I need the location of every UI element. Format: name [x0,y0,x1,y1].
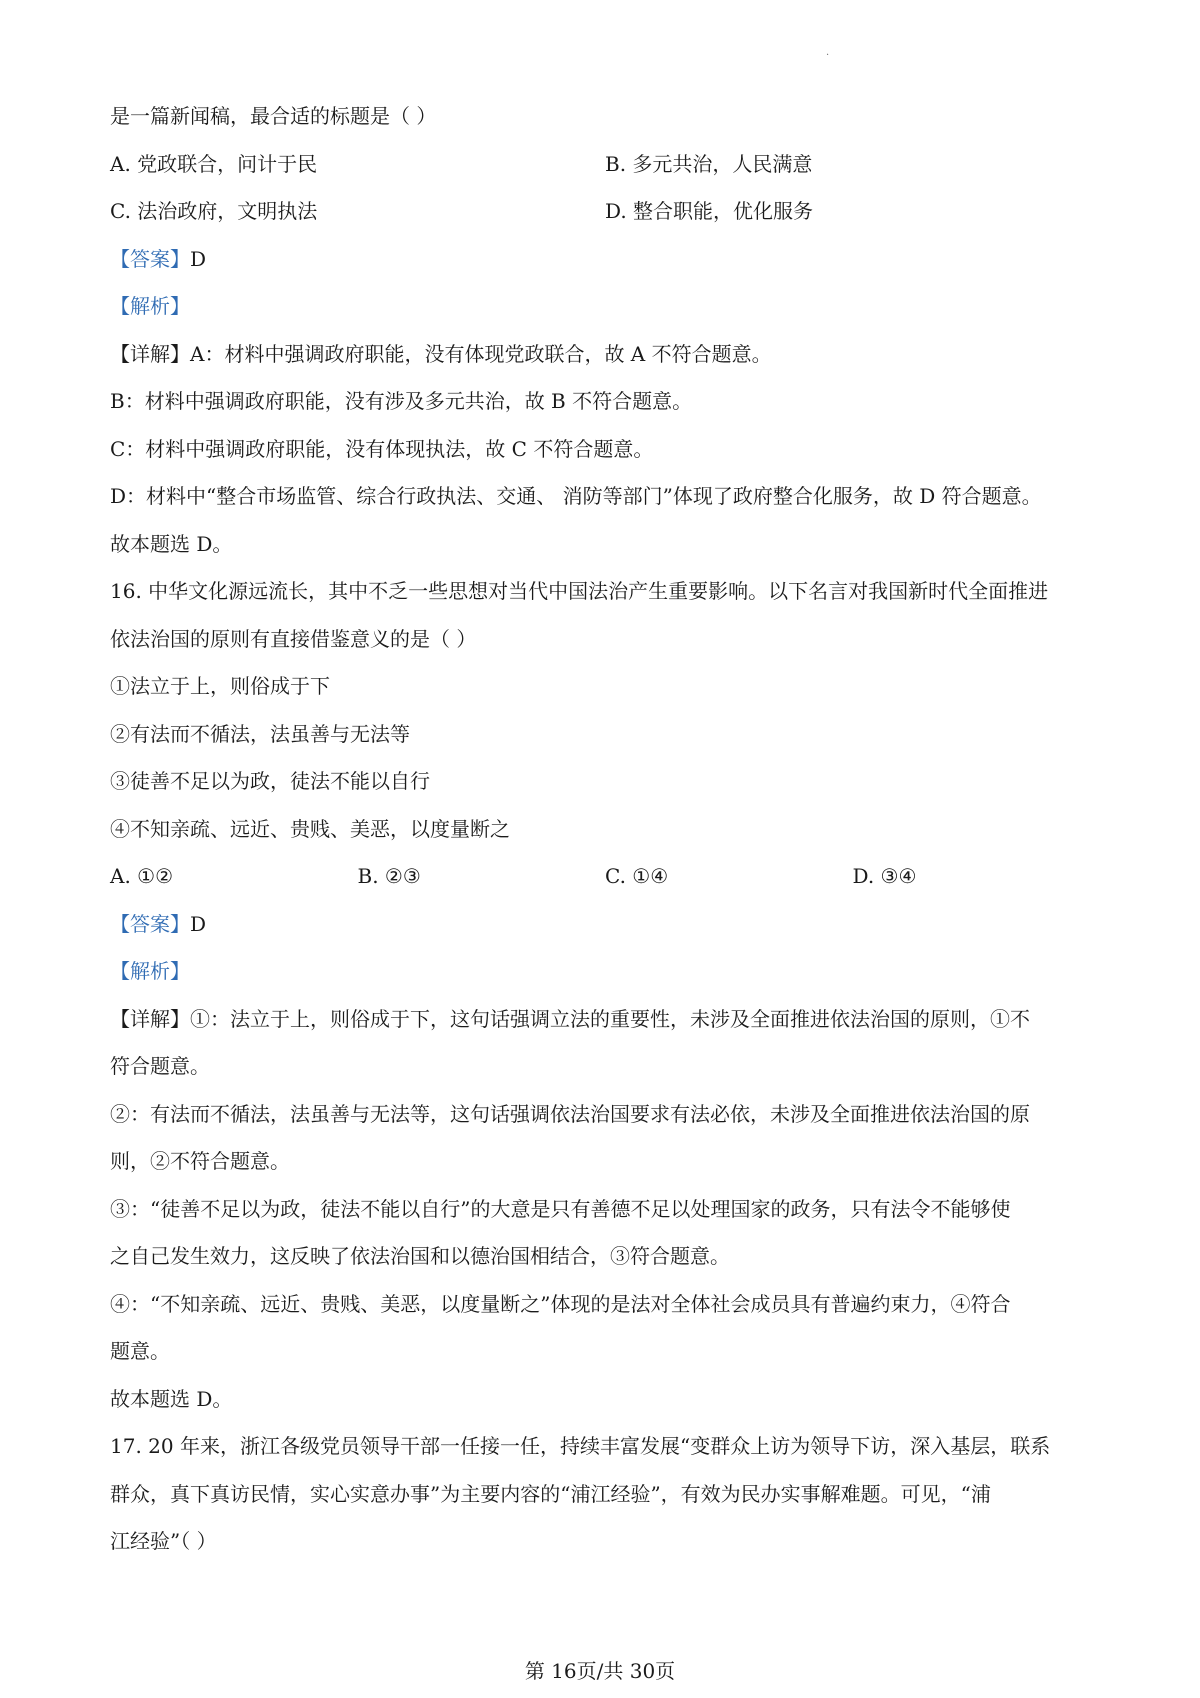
q16-item: ③徒善不足以为政，徒法不能以自行 [110,769,430,793]
q16-detail-line: 符合题意。 [110,1054,210,1078]
q15-option-b: B. 多元共治，人民满意 [605,151,813,176]
q16-detail-line: ④：“不知亲疏、远近、贵贱、美恶，以度量断之”体现的是法对全体社会成员具有普遍约束力，④符合 [110,1291,1011,1316]
q15-option-a: A. 党政联合，问计于民 [110,151,318,176]
detail-tag: 【详解】 [110,1006,190,1031]
answer-tag: 【答案】 [110,911,190,936]
header-mark: · [826,50,830,61]
q15-detail-line: B：材料中强调政府职能，没有涉及多元共治，故 B 不符合题意。 [110,389,693,413]
q16-detail-line: ③：“徒善不足以为政，徒法不能以自行”的大意是只有善德不足以处理国家的政务，只有法令不能够使 [110,1196,1011,1221]
detail-tag: 【详解】 [110,341,190,366]
q16-stem-line: 16. 中华文化源远流长，其中不乏一些思想对当代中国法治产生重要影响。以下名言对我国新时代全面推进 [110,579,1049,603]
detail-text: A：材料中强调政府职能，没有体现党政联合，故 A 不符合题意。 [190,341,772,366]
q15-detail-line: D：材料中“整合市场监管、综合行政执法、交通、 消防等部门”体现了政府整合化服务，故 D 符合题意。 [110,484,1042,508]
q16-option-a: A. ①② [110,864,174,888]
q16-stem-line: 依法治国的原则有直接借鉴意义的是（ ） [110,626,477,651]
q16-detail-line [110,999,1100,1047]
q16-option-b: B. ②③ [357,864,421,888]
q15-stem-tail: 是一篇新闻稿，最合适的标题是（ ） [110,104,437,128]
page-footer: 第 16页/共 30页 [524,1659,676,1683]
q15-option-c: C. 法治政府，文明执法 [110,199,318,223]
q16-detail-line: ②：有法而不循法，法虽善与无法等，这句话强调依法治国要求有法必依，未涉及全面推进依法治国的原 [110,1101,1030,1126]
q15-detail-line [110,334,1100,382]
q15-options-row-1 [110,144,1100,192]
q15-answer [110,239,1100,287]
answer-value: D [190,911,207,936]
q16-conclusion: 故本题选 D。 [110,1386,233,1411]
q16-item: ①法立于上，则俗成于下 [110,674,330,698]
detail-text: ①：法立于上，则俗成于下，这句话强调立法的重要性，未涉及全面推进依法治国的原则，①不 [190,1006,1030,1031]
q16-detail-line: 题意。 [110,1339,170,1363]
q16-option-c: C. ①④ [605,864,669,888]
q16-item: ②有法而不循法，法虽善与无法等 [110,721,410,746]
q16-item: ④不知亲疏、远近、贵贱、美恶，以度量断之 [110,816,510,841]
q15-conclusion: 故本题选 D。 [110,531,233,556]
q17-stem-line: 群众，真下真访民情，实心实意办事”为主要内容的“浦江经验”，有效为民办实事解难题。可见，“浦 [110,1481,991,1506]
q15-detail-line: C：材料中强调政府职能，没有体现执法，故 C 不符合题意。 [110,436,654,461]
q15-analysis-tag: 【解析】 [110,294,190,318]
q16-option-d: D. ③④ [852,864,917,888]
q17-stem-line: 江经验”（ ） [110,1529,217,1553]
answer-tag: 【答案】 [110,246,190,271]
answer-value: D [190,246,207,271]
q16-analysis-tag: 【解析】 [110,959,190,983]
q16-detail-line: 之自己发生效力，这反映了依法治国和以德治国相结合，③符合题意。 [110,1244,730,1268]
q15-options-row-2 [110,191,1100,239]
q17-stem-line: 17. 20 年来，浙江各级党员领导干部一任接一任，持续丰富发展“变群众上访为领导下访，深入基层，联系 [110,1434,1051,1458]
q16-answer [110,904,1100,952]
q15-option-d: D. 整合职能，优化服务 [605,199,814,223]
page-content [110,96,1100,1569]
q16-options-row [110,856,1100,904]
q16-detail-line: 则，②不符合题意。 [110,1149,290,1173]
